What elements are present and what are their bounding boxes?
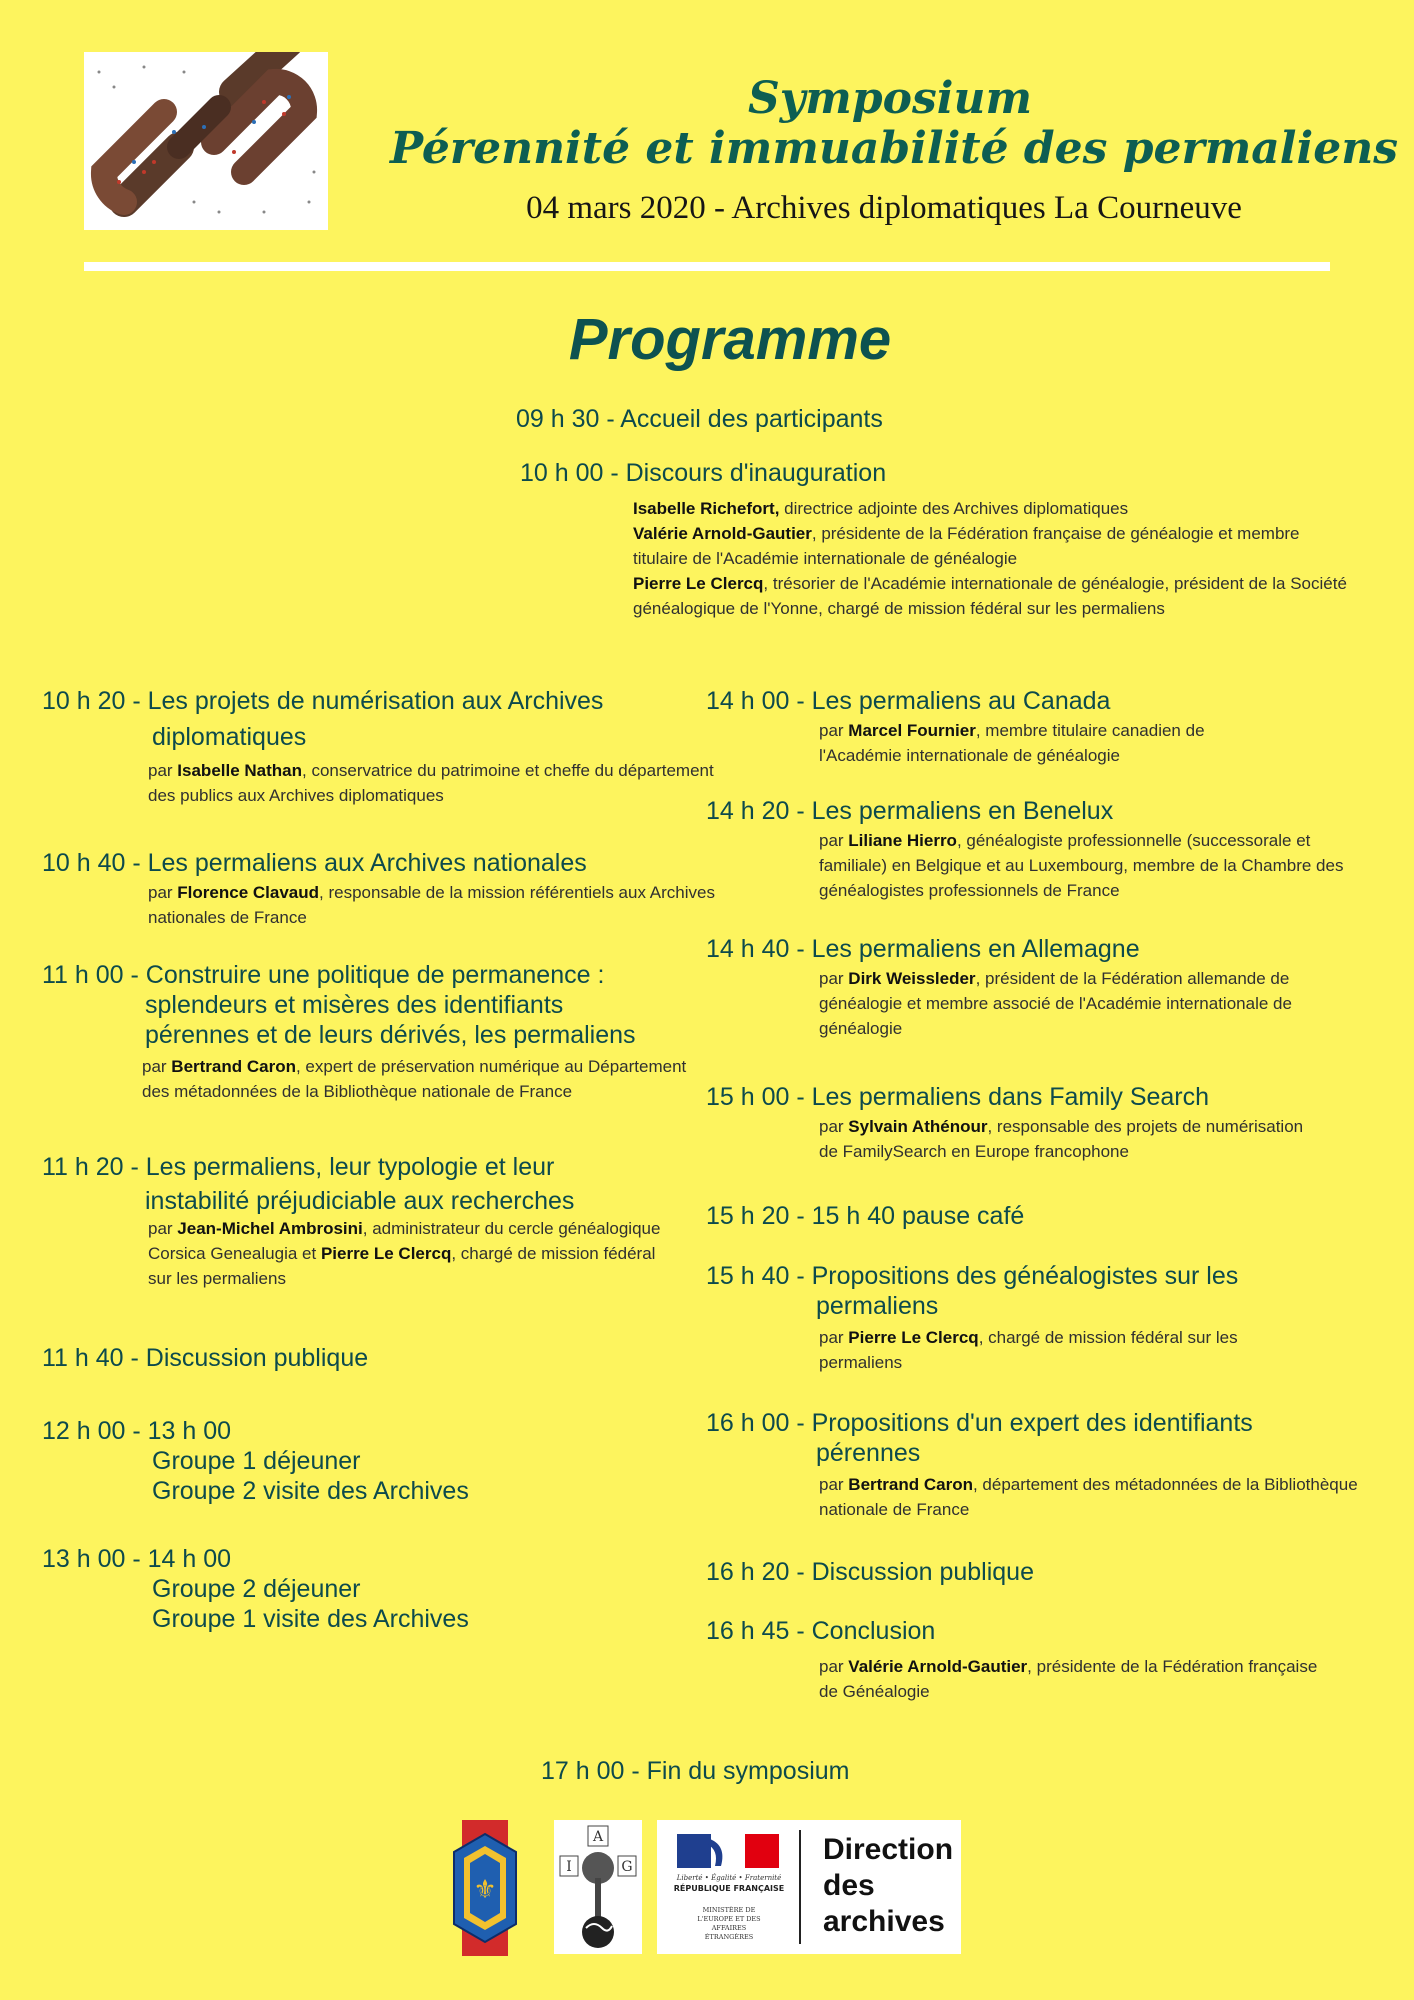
par-label: par	[819, 1475, 849, 1494]
speaker-name: Jean-Michel Ambrosini	[177, 1219, 363, 1238]
item-title: 14 h 20 - Les permaliens en Benelux	[706, 797, 1114, 825]
par-label: par	[819, 1117, 849, 1136]
speaker-role: , trésorier de l'Académie internationale de généalogie, président de la Société généalogique de l'Yonne, chargé de mission fédéral sur les permaliens	[633, 574, 1347, 618]
item-left-5	[42, 1343, 682, 1373]
direction-archives-text	[823, 1832, 953, 1940]
item-subline: Groupe 1 déjeuner	[152, 1447, 361, 1475]
item-right-6	[706, 1261, 1366, 1375]
item-speaker	[706, 718, 1259, 768]
speaker-name: Pierre Le Clercq	[848, 1328, 979, 1347]
speaker-role: , présidente de la Fédération française de généalogie et membre titulaire de l'Académie internationale de généalogie	[633, 524, 1300, 568]
par-label: par	[819, 721, 849, 740]
direction-line: archives	[823, 1905, 945, 1938]
item-title: 11 h 40 - Discussion publique	[42, 1344, 369, 1372]
item-title-cont: pérennes et de leurs dérivés, les permaliens	[145, 1021, 636, 1049]
item-speaker	[42, 1054, 702, 1104]
item-speaker	[42, 880, 728, 930]
par-label: par	[142, 1057, 172, 1076]
item-right-9	[706, 1616, 1366, 1704]
item-speaker	[706, 1472, 1359, 1522]
subtitle-date-venue: 04 mars 2020 - Archives diplomatiques La Courneuve	[526, 190, 1242, 226]
item-title: 15 h 40 - Propositions des généalogistes sur les	[706, 1262, 1239, 1290]
item-left-4	[42, 1152, 702, 1291]
item-title: 12 h 00 - 13 h 00	[42, 1417, 232, 1445]
par-label: par	[148, 883, 178, 902]
aig-letter-i: I	[566, 1859, 572, 1875]
item-title: 13 h 00 - 14 h 00	[42, 1545, 232, 1573]
item-left-7	[42, 1544, 682, 1634]
item-title-cont: diplomatiques	[152, 723, 307, 751]
speaker-role: , membre titulaire canadien de l'Académie internationale de généalogie	[819, 721, 1205, 765]
item-right-1	[706, 686, 1366, 768]
speaker-role: , président de la Fédération allemande de généalogie et membre associé de l'Académie internationale de généalogie	[819, 969, 1292, 1038]
item-title: 10 h 40 - Les permaliens aux Archives nationales	[42, 849, 587, 877]
item-title-cont: pérennes	[816, 1439, 921, 1467]
speaker-name: Bertrand Caron	[848, 1475, 973, 1494]
speaker-name: Pierre Le Clercq	[320, 1244, 452, 1263]
item-speaker	[42, 758, 728, 808]
speaker-name: Florence Clavaud	[177, 883, 320, 902]
aig-letter-g: G	[621, 1859, 633, 1875]
item-left-2	[42, 848, 715, 930]
inauguration-speakers	[633, 496, 1353, 621]
direction-archives-logo	[657, 1820, 961, 1954]
direction-line: des	[823, 1869, 875, 1902]
item-left-3	[42, 960, 702, 1104]
speaker-name: Pierre Le Clercq	[633, 574, 764, 593]
speaker-role: , responsable des projets de numérisation de FamilySearch en Europe francophone	[819, 1117, 1304, 1161]
item-subline: Groupe 1 visite des Archives	[152, 1605, 469, 1633]
par-label: par	[819, 1657, 849, 1676]
svg-text:⚜: ⚜	[473, 1875, 497, 1905]
speaker-role: , expert de préservation numérique au Département des métadonnées de la Bibliothèque nationale de France	[142, 1057, 687, 1101]
item-speaker	[706, 1654, 1339, 1704]
item-title-cont: instabilité préjudiciable aux recherches	[145, 1187, 575, 1215]
item-speaker	[706, 828, 1359, 903]
par-label: par	[819, 1328, 849, 1347]
ministere-label: MINISTÈRE DE L'EUROPE ET DES AFFAIRES ÉTRANGÈRES	[697, 1906, 761, 1941]
title-symposium: Symposium	[747, 73, 1033, 124]
speaker-name: Liliane Hierro	[848, 831, 957, 850]
item-left-6	[42, 1416, 682, 1506]
aig-logo	[554, 1820, 642, 1954]
par-label: par	[148, 1219, 178, 1238]
item-title: 14 h 40 - Les permaliens en Allemagne	[706, 935, 1140, 963]
marianne-motto: Liberté • Égalité • Fraternité	[676, 1874, 782, 1882]
speaker-role: directrice adjointe des Archives diplomatiques	[779, 499, 1129, 518]
item-title-cont: splendeurs et misères des identifiants	[145, 991, 564, 1019]
speaker-name: Isabelle Nathan	[177, 761, 303, 780]
item-speaker	[706, 1114, 1319, 1164]
republique-francaise: RÉPUBLIQUE FRANÇAISE	[673, 1884, 785, 1893]
item-title: 11 h 00 - Construire une politique de permanence :	[42, 961, 605, 989]
speaker-name: Valérie Arnold-Gautier	[848, 1657, 1028, 1676]
item-title-cont: permaliens	[816, 1292, 939, 1320]
speaker-role: , administrateur du cercle généalogique Corsica Genealugia et	[148, 1219, 661, 1263]
item-right-8	[706, 1557, 1366, 1587]
item-right-5	[706, 1201, 1366, 1231]
speaker-role: , conservatrice du patrimoine et cheffe du département des publics aux Archives diplomatiques	[148, 761, 714, 805]
item-title: 16 h 00 - Propositions d'un expert des identifiants	[706, 1409, 1253, 1437]
item-accueil: 09 h 30 - Accueil des participants	[516, 405, 883, 433]
item-title: 16 h 20 - Discussion publique	[706, 1558, 1034, 1586]
speaker-role: , département des métadonnées de la Bibliothèque nationale de France	[819, 1475, 1358, 1519]
direction-line: Direction	[823, 1833, 954, 1866]
item-title: 15 h 00 - Les permaliens dans Family Search	[706, 1083, 1210, 1111]
item-title: 15 h 20 - 15 h 40 pause café	[706, 1202, 1025, 1230]
item-title: 11 h 20 - Les permaliens, leur typologie et leur	[42, 1153, 555, 1181]
item-title: 10 h 20 - Les projets de numérisation aux Archives	[42, 687, 604, 715]
item-speaker	[706, 966, 1339, 1041]
item-right-7	[706, 1408, 1366, 1522]
speaker-role: , chargé de mission fédéral sur les permaliens	[819, 1328, 1238, 1372]
speaker-role: , généalogiste professionnelle (successorale et familiale) en Belgique et au Luxembourg, membre de la Chambre des généalogistes professionnels de France	[819, 831, 1344, 900]
speaker-role: , présidente de la Fédération française de Généalogie	[819, 1657, 1318, 1701]
par-label: par	[819, 831, 849, 850]
programme-heading: Programme	[568, 307, 892, 372]
item-inauguration: 10 h 00 - Discours d'inauguration	[520, 459, 887, 487]
speaker-name: Marcel Fournier	[848, 721, 976, 740]
item-subline: Groupe 2 déjeuner	[152, 1575, 361, 1603]
aig-letter-a: A	[592, 1829, 604, 1845]
item-right-4	[706, 1082, 1366, 1164]
speaker-name: Sylvain Athénour	[848, 1117, 988, 1136]
header-divider	[84, 262, 1330, 271]
item-subline: Groupe 2 visite des Archives	[152, 1477, 469, 1505]
par-label: par	[148, 761, 178, 780]
item-speaker	[42, 1216, 668, 1291]
item-closing: 17 h 00 - Fin du symposium	[541, 1757, 850, 1785]
speaker-name: Isabelle Richefort,	[633, 499, 780, 518]
chain-link-crowd-image	[84, 52, 328, 230]
item-left-1	[42, 686, 714, 808]
par-label: par	[819, 969, 849, 988]
speaker-name: Bertrand Caron	[171, 1057, 296, 1076]
item-right-2	[706, 796, 1366, 903]
item-right-3	[706, 934, 1366, 1041]
speaker-role: , chargé de mission fédéral sur les permaliens	[148, 1244, 656, 1288]
item-title: 14 h 00 - Les permaliens au Canada	[706, 687, 1111, 715]
speaker-role: , responsable de la mission référentiels aux Archives nationales de France	[148, 883, 715, 927]
item-title: 16 h 45 - Conclusion	[706, 1617, 936, 1645]
speaker-name: Dirk Weissleder	[848, 969, 976, 988]
title-main: Pérennité et immuabilité des permaliens	[390, 123, 1398, 174]
ffg-logo	[450, 1820, 520, 1956]
speaker-name: Valérie Arnold-Gautier	[633, 524, 812, 543]
item-speaker	[706, 1325, 1279, 1375]
